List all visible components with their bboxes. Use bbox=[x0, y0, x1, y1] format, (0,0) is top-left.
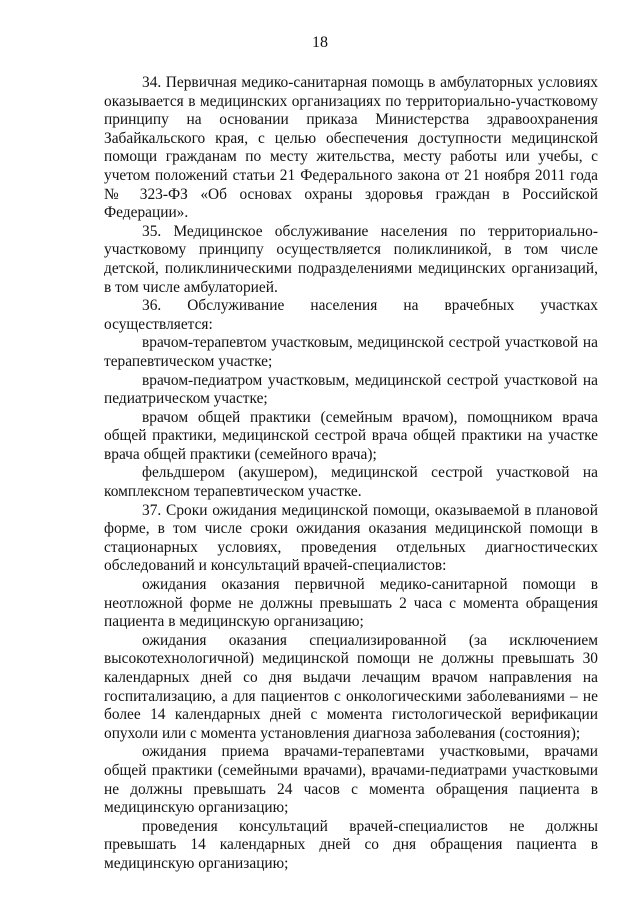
paragraph-36: 36. Обслуживание населения на врачебных участках осуществляется: bbox=[104, 297, 598, 333]
paragraph-37: 37. Сроки ожидания медицинской помощи, оказываемой в плановой форме, в том числе сроки ожидания оказания медицинской помощи в стационарных условиях, проведения отдельных диагностических обследований и консультаций врачей-специалистов: bbox=[104, 501, 598, 575]
list-item-complex-area: фельдшером (акушером), медицинской сестрой участковой на комплексном терапевтическом участке. bbox=[104, 464, 598, 501]
document-body bbox=[104, 74, 598, 874]
list-item-general-practice-area: врачом общей практики (семейным врачом), помощником врача общей практики, медицинской сестрой врача общей практики на участке врача общей практики (семейного врача); bbox=[104, 408, 598, 463]
list-item-therapist-area: врачом-терапевтом участковым, медицинской сестрой участковой на терапевтическом участке; bbox=[104, 334, 598, 370]
list-item-urgent-care-wait: ожидания оказания первичной медико-санитарной помощи в неотложной форме не должны превышать 2 часа с момента обращения пациента в медицинскую организацию; bbox=[104, 576, 598, 631]
list-item-specialist-consultation-wait: проведения консультаций врачей-специалистов не должны превышать 14 календарных дней со дня обращения пациента в медицинскую организацию; bbox=[104, 817, 598, 872]
paragraph-35: 35. Медицинское обслуживание населения по территориально-участковому принципу осуществляется поликлиникой, в том числе детской, поликлиническими подразделениями медицинских организаций, в том числе амбулаторией. bbox=[104, 222, 598, 296]
list-item-primary-appointment-wait: ожидания приема врачами-терапевтами участковыми, врачами общей практики (семейными врачами), врачами-педиатрами участковыми не должны превышать 24 часов с момента обращения пациента в медицинскую организацию; bbox=[104, 743, 598, 817]
list-item-specialized-care-wait: ожидания оказания специализированной (за исключением высокотехнологичной) медицинской помощи не должны превышать 30 календарных дней со дня выдачи лечащим врачом направления на госпитализацию, а для пациентов с онкологическими заболеваниями – не более 14 календарных дней с момента гистологической верификации опухоли или с момента установления диагноза заболевания (состояния); bbox=[104, 631, 598, 742]
list-item-pediatric-area: врачом-педиатром участковым, медицинской сестрой участковой на педиатрическом участке; bbox=[104, 371, 598, 408]
paragraph-34: 34. Первичная медико-санитарная помощь в амбулаторных условиях оказывается в медицинских организациях по территориально-участковому принципу на основании приказа Министерства здравоохранения Забайкальского края, с целью обеспечения доступности медицинской помощи гражданам по месту жительства, месту работы или учебы, с учетом положений статьи 21 Федерального закона от 21 ноября 2011 года № 323-ФЗ «Об основах охраны здоровья граждан в Российской Федерации». bbox=[104, 74, 598, 222]
page-number: 18 bbox=[312, 34, 328, 51]
